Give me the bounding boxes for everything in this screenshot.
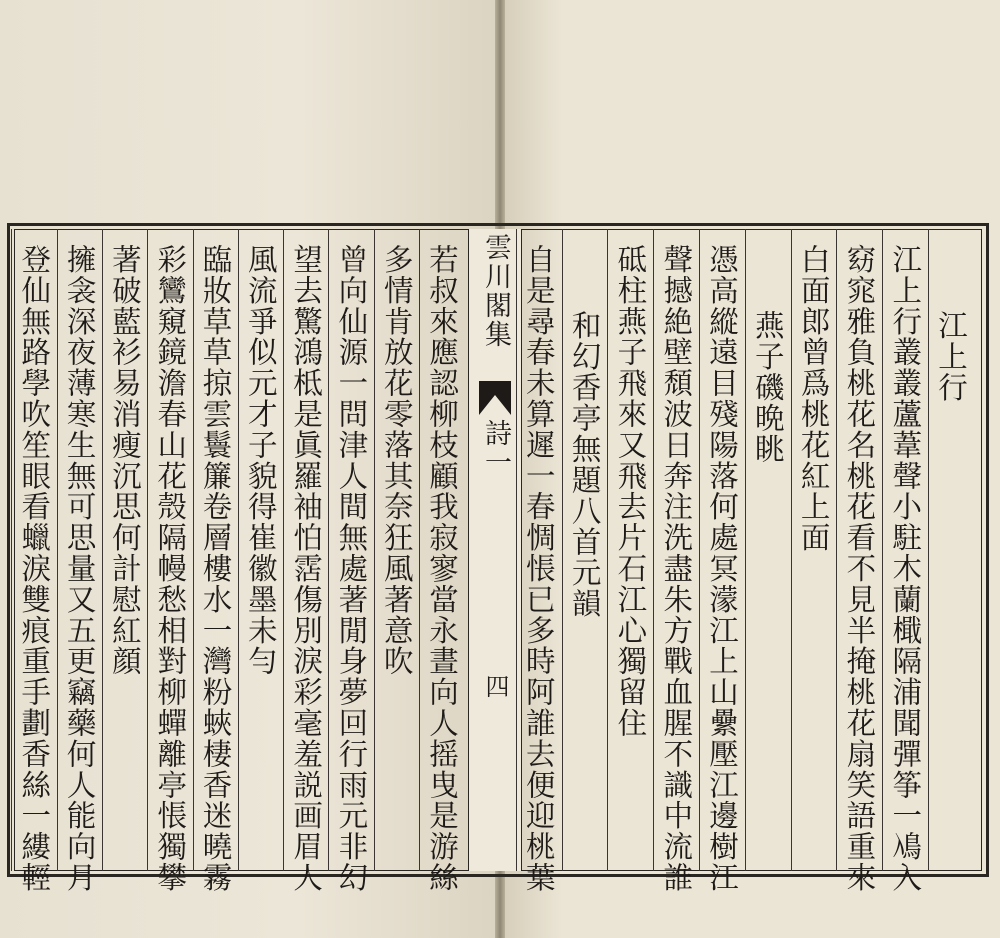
column-rule	[928, 229, 929, 871]
column-rule	[147, 229, 148, 871]
text-column	[196, 232, 236, 893]
column-rule	[607, 229, 608, 871]
poem-line: 多情肯放花零落其奈狂風著意吹	[379, 244, 414, 677]
text-column	[331, 232, 371, 893]
poem-line: 臨妝草草掠雲鬟簾卷層樓水一灣粉蛺棲香迷曉霧	[198, 244, 233, 893]
poem-line: 望去驚鴻柢是眞羅袖怕霑傷別淚彩毫羞説画眉人	[289, 244, 324, 893]
book-title: 雲川閣集	[480, 233, 511, 349]
poem-line: 聲撼絶壁頹波日奔注洗盡朱方戰血腥不識中流誰	[659, 244, 694, 893]
column-rule	[419, 229, 420, 871]
text-column	[286, 232, 326, 893]
text-column	[748, 232, 788, 868]
column-rule	[562, 229, 563, 871]
text-column	[839, 232, 879, 893]
text-column	[377, 232, 417, 868]
column-rule	[102, 229, 103, 871]
column-rule	[374, 229, 375, 871]
poem-line: 砥柱燕子飛來又飛去片石江心獨留住	[613, 244, 648, 739]
poem-line: 白面郎曾爲桃花紅上面	[796, 244, 831, 553]
text-column	[241, 232, 281, 868]
section-title: 詩一	[480, 419, 511, 477]
text-column	[150, 232, 190, 893]
poem-title: 燕子磯晩眺	[750, 310, 785, 465]
poem-line: 憑高縱遠目殘陽落何處冥濛江上山纍壓江邊樹江	[705, 244, 739, 893]
poem-title: 江上行	[934, 310, 968, 403]
poem-title: 和幻香亭無題八首元韻	[567, 310, 602, 619]
poem-line: 擁衾深夜薄寒生無可思量又五更竊藥何人能向月	[62, 244, 97, 893]
column-rule	[11, 229, 12, 871]
poem-line: 江上行叢叢蘆葦聲小駐木蘭檝隔浦聞彈筝一鳰入	[888, 244, 923, 893]
text-column	[885, 232, 925, 893]
text-column	[610, 232, 650, 868]
poem-line: 窈窕雅負桃花名桃花看不見半掩桃花扇笑語重來	[842, 244, 877, 893]
center-column	[468, 229, 522, 871]
fishtail-mark	[479, 381, 511, 415]
poem-line: 登仙無路學吹笙眼看蠟淚雙痕重手劃香絲一縷輕	[17, 244, 52, 893]
column-rule	[516, 229, 517, 871]
column-rule	[283, 229, 284, 871]
column-rule	[791, 229, 792, 871]
poem-line: 著破藍衫易消瘦沉思何計慰紅顔	[107, 244, 142, 677]
text-column	[702, 232, 742, 893]
text-column	[656, 232, 696, 893]
text-column	[60, 232, 100, 893]
poem-line: 若叔來應認柳枝顧我寂寥當永晝向人摇曳是游絲	[425, 244, 459, 893]
column-rule	[57, 229, 58, 871]
text-column	[794, 232, 834, 868]
column-rule	[699, 229, 700, 871]
text-column	[422, 232, 462, 893]
poem-line: 風流爭似元才子貌得崔徽墨未勻	[243, 244, 278, 677]
column-rule	[238, 229, 239, 871]
text-column	[519, 232, 559, 893]
text-column	[931, 232, 971, 868]
poem-line: 曾向仙源一問津人間無處著閒身夢回行雨元非幻	[334, 244, 369, 893]
poem-line: 自是尋春未算遲一春惆悵已多時阿誰去便迎桃葉	[521, 244, 556, 893]
poem-line: 彩鸞窺鏡澹春山花殼隔幔愁相對柳蟬離亭悵獨攀	[153, 244, 188, 893]
column-rule	[653, 229, 654, 871]
column-rule	[328, 229, 329, 871]
page-number: 四	[481, 674, 509, 700]
column-rule	[745, 229, 746, 871]
text-column	[105, 232, 145, 868]
text-column	[14, 232, 54, 893]
column-rule	[836, 229, 837, 871]
text-column	[565, 232, 605, 868]
column-rule	[882, 229, 883, 871]
column-rule	[193, 229, 194, 871]
